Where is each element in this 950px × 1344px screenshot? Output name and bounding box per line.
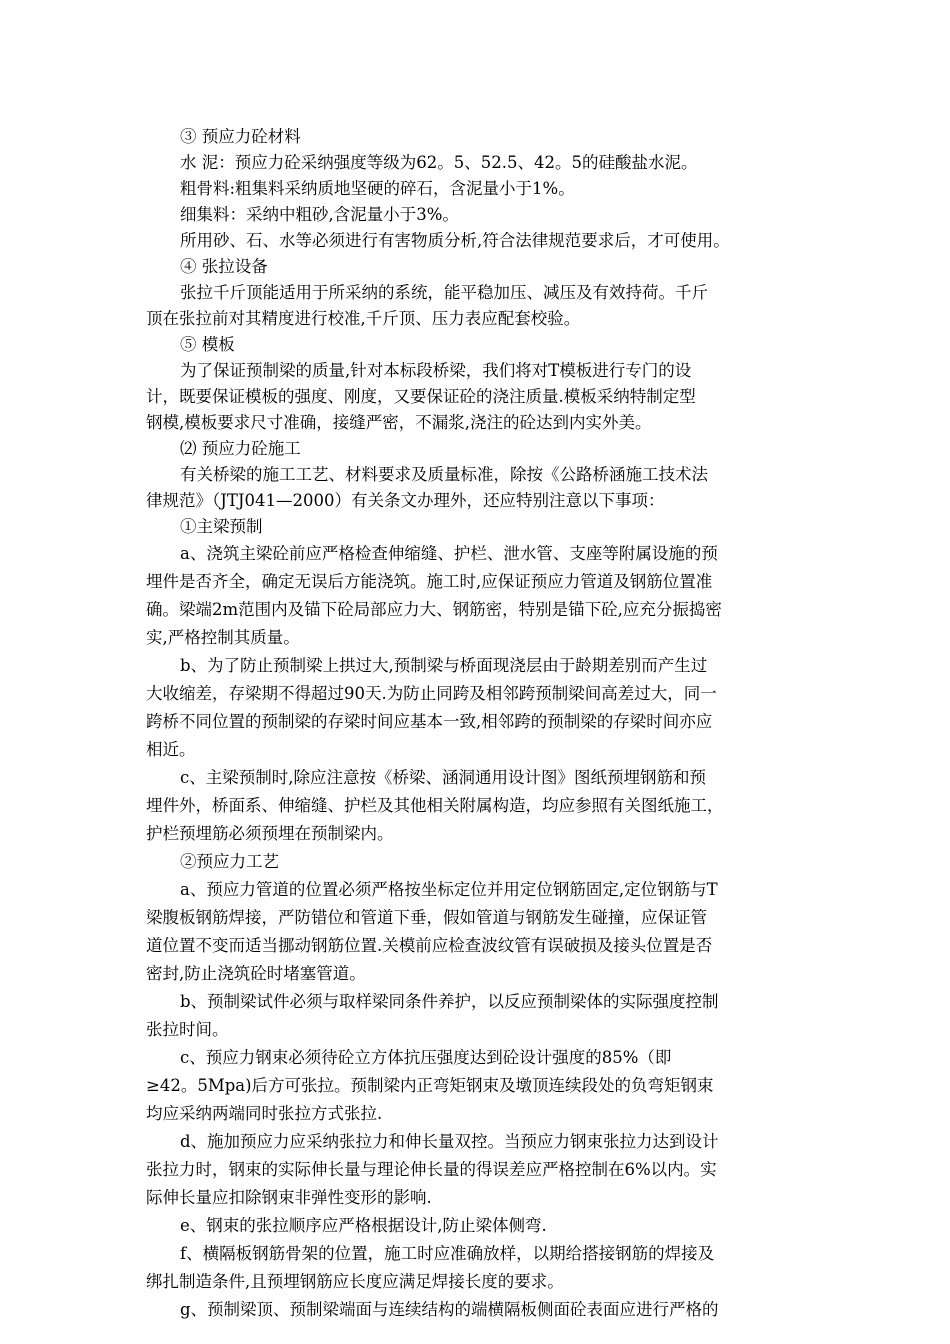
paragraph-line: 所用砂、石、水等必须进行有害物质分析,符合法律规范要求后，才可使用。 [180,231,730,250]
paragraph-line: a、浇筑主梁砼前应严格检查伸缩缝、护栏、泄水管、支座等附属设施的预 [180,544,718,563]
paragraph-line: 均应采纳两端同时张拉方式张拉. [146,1104,383,1123]
paragraph-line: g、预制梁顶、预制梁端面与连续结构的端横隔板侧面砼表面应进行严格的 [180,1300,719,1319]
paragraph-line: c、预应力钢束必须待砼立方体抗压强度达到砼设计强度的85%（即 [180,1048,672,1067]
paragraph-line: 相近。 [146,740,196,759]
paragraph-line: 张拉时间。 [146,1020,229,1039]
paragraph-line: 际伸长量应扣除钢束非弹性变形的影响. [146,1188,432,1207]
paragraph-line: 密封,防止浇筑砼时堵塞管道。 [146,964,366,983]
paragraph-line: 大收缩差，存梁期不得超过90天.为防止同跨及相邻跨预制梁间高差过大，同一 [146,684,717,703]
paragraph-line: 钢模,模板要求尺寸准确，接缝严密，不漏浆,浇注的砼达到内实外美。 [146,413,652,432]
heading-prestressed-concrete-materials: ③ 预应力砼材料 [180,127,301,146]
paragraph-line: 道位置不变而适当挪动钢筋位置.关模前应检查波纹管有误破损及接头位置是否 [146,936,713,955]
heading-tensioning-equipment: ④ 张拉设备 [180,257,268,276]
heading-prestressed-concrete-construction: ⑵ 预应力砼施工 [180,439,301,458]
paragraph-line: ≥42。5Mpa)后方可张拉。预制梁内正弯矩钢束及墩顶连续段处的负弯矩钢束 [146,1076,714,1095]
paragraph-line: 张拉力时，钢束的实际伸长量与理论伸长量的得误差应严格控制在6%以内。实 [146,1160,717,1179]
heading-formwork: ⑤ 模板 [180,335,235,354]
paragraph-line: 律规范》（JTJ041—2000）有关条文办理外，还应特别注意以下事项： [146,491,665,510]
paragraph-line: a、预应力管道的位置必须严格按坐标定位并用定位钢筋固定,定位钢筋与T [180,880,718,899]
document-body [146,124,808,1324]
paragraph-line: 张拉千斤顶能适用于所采纳的系统，能平稳加压、减压及有效持荷。千斤 [180,283,708,302]
paragraph-line: 埋件外，桥面系、伸缩缝、护栏及其他相关附属构造，均应参照有关图纸施工， [146,796,724,815]
paragraph-line: e、钢束的张拉顺序应严格根据设计,防止梁体侧弯. [180,1216,547,1235]
paragraph-line: 细集料：采纳中粗砂,含泥量小于3%。 [180,205,459,224]
paragraph-line: 顶在张拉前对其精度进行校准,千斤顶、压力表应配套校验。 [146,309,581,328]
paragraph-line: 计，既要保证模板的强度、刚度，又要保证砼的浇注质量.模板采纳特制定型 [146,387,696,406]
paragraph-line: 绑扎制造条件,且预埋钢筋应长度应满足焊接长度的要求。 [146,1272,564,1291]
paragraph-line: f、横隔板钢筋骨架的位置，施工时应准确放样，以期给搭接钢筋的焊接及 [180,1244,715,1263]
paragraph-line: 确。梁端2m范围内及锚下砼局部应力大、钢筋密，特别是锚下砼,应充分振捣密 [146,600,722,619]
paragraph-line: 粗骨料:粗集料采纳质地坚硬的碎石，含泥量小于1%。 [180,179,575,198]
paragraph-line: 跨桥不同位置的预制梁的存梁时间应基本一致,相邻跨的预制梁的存梁时间亦应 [146,712,713,731]
paragraph-line: b、预制梁试件必须与取样梁同条件养护，以反应预制梁体的实际强度控制 [180,992,719,1011]
heading-prestress-process: ②预应力工艺 [180,852,279,871]
paragraph-line: 梁腹板钢筋焊接，严防错位和管道下垂，假如管道与钢筋发生碰撞，应保证管 [146,908,707,927]
heading-main-beam-precast: ①主梁预制 [180,517,263,536]
paragraph-line: 实,严格控制其质量。 [146,628,300,647]
paragraph-line: c、主梁预制时,除应注意按《桥梁、涵洞通用设计图》图纸预埋钢筋和预 [180,768,706,787]
paragraph-line: 有关桥梁的施工工艺、材料要求及质量标准，除按《公路桥涵施工技术法 [180,465,708,484]
paragraph-line: d、施加预应力应采纳张拉力和伸长量双控。当预应力钢束张拉力达到设计 [180,1132,719,1151]
paragraph-line: 埋件是否齐全，确定无误后方能浇筑。施工时,应保证预应力管道及钢筋位置准 [146,572,713,591]
paragraph-line: 水 泥：预应力砼采纳强度等级为62。5、52.5、42。5的硅酸盐水泥。 [180,153,698,172]
paragraph-line: 为了保证预制梁的质量,针对本标段桥梁，我们将对T模板进行专门的设 [180,361,692,380]
paragraph-line: b、为了防止预制梁上拱过大,预制梁与桥面现浇层由于龄期差别而产生过 [180,656,708,675]
paragraph-line: 护栏预埋筋必须预埋在预制梁内。 [146,824,394,843]
